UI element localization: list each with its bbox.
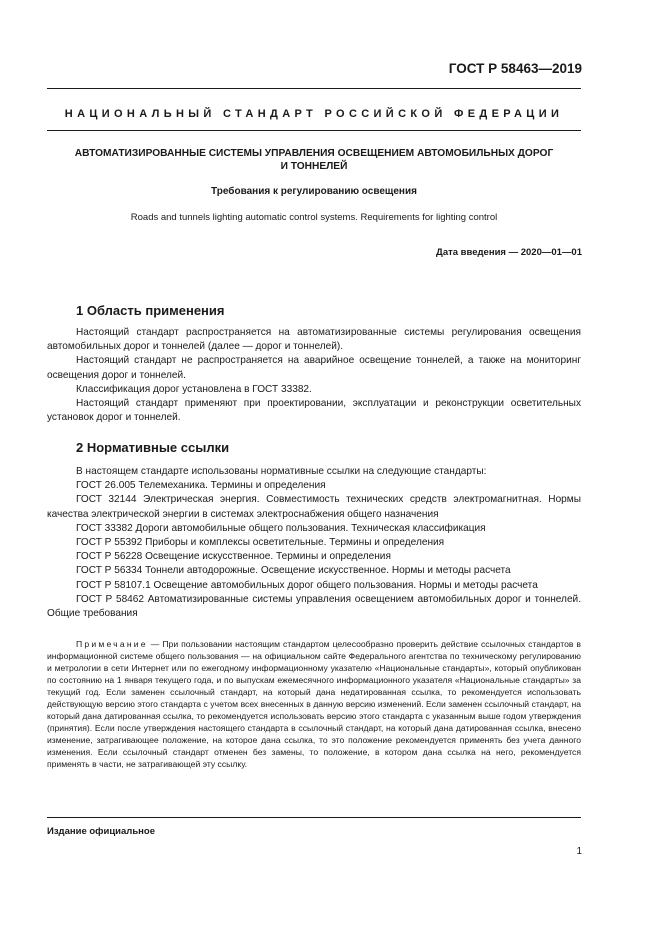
standard-name: НАЦИОНАЛЬНЫЙ СТАНДАРТ РОССИЙСКОЙ ФЕДЕРАЦИИ <box>64 108 564 120</box>
reference-item: ГОСТ Р 56334 Тоннели автодорожные. Освещение искусственное. Нормы и методы расчета <box>76 565 511 577</box>
english-title: Roads and tunnels lighting automatic control systems. Requirements for lighting control <box>130 212 498 223</box>
document-title-line-2: И ТОННЕЛЕЙ <box>280 161 348 172</box>
section-1-body <box>47 326 581 425</box>
paragraph: Настоящий стандарт применяют при проектировании, эксплуатации и реконструкции осветительных установок дорог и тоннелей. <box>47 398 581 424</box>
page-number: 1 <box>576 846 582 857</box>
document-title <box>47 147 581 173</box>
reference-item: ГОСТ Р 56228 Освещение искусственное. Термины и определения <box>76 551 391 563</box>
note-label: Примечание <box>76 639 148 649</box>
section-2-heading: 2 Нормативные ссылки <box>76 440 230 455</box>
paragraph: Настоящий стандарт не распространяется на аварийное освещение тоннелей, а также на мониторинг освещения дорог и тоннелей. <box>47 355 581 381</box>
note-text: — При пользовании настоящим стандартом целесообразно проверить действие ссылочных стандартов в информационной системе общего пользования — на официальном сайте Федерального агентства по техническому регулированию и метрологии в сети Интернет или по ежегодному информационному указателю «Национальные стандарты», который опубликован по состоянию на 1 января текущего года, и по выпускам ежемесячного информационного указателя «Национальные стандарты» за текущий год. Если заменен ссылочный стандарт, на который дана недатированная ссылка, то рекомендуется использовать действующую версию этого стандарта с учетом всех внесенных в данную версию изменений. Если заменен ссылочный стандарт, на который дана датированная ссылка, то рекомендуется использовать версию этого стандарта с указанным выше годом утверждения (принятия). Если после утверждения настоящего стандарта в ссылочный стандарт, на который дана датированная ссылка, внесено изменение, затрагивающее положение, на которое дана ссылка, то это положение рекомендуется применять без учета данного изменения. Если ссылочный стандарт отменен без замены, то положение, в котором дана ссылка на него, рекомендуется применять в части, не затрагивающей эту ссылку. <box>47 639 581 769</box>
standard-name-rule <box>47 130 581 131</box>
note-paragraph <box>47 638 581 770</box>
reference-note <box>47 638 581 770</box>
reference-item: ГОСТ Р 58462 Автоматизированные системы управления освещением автомобильных дорог и тоннелей. Общие требования <box>47 593 581 620</box>
reference-item: ГОСТ Р 55392 Приборы и комплексы осветительные. Термины и определения <box>76 537 445 549</box>
reference-item: ГОСТ Р 58107.1 Освещение автомобильных дорог общего пользования. Нормы и методы расчета <box>76 579 538 591</box>
paragraph: Классификация дорог установлена в ГОСТ 33382. <box>76 383 312 395</box>
document-subtitle: Требования к регулированию освещения <box>211 186 417 197</box>
header-rule <box>47 88 581 89</box>
section-2-body <box>47 465 581 621</box>
reference-item: ГОСТ 26.005 Телемеханика. Термины и определения <box>76 480 326 492</box>
document-number: ГОСТ Р 58463—2019 <box>448 61 582 76</box>
paragraph: Настоящий стандарт распространяется на автоматизированные системы регулирования освещения автомобильных дорог и тоннелей (далее — дорог и тоннелей). <box>47 327 581 353</box>
reference-item: ГОСТ 33382 Дороги автомобильные общего пользования. Техническая классификация <box>76 522 486 534</box>
section-1-heading: 1 Область применения <box>76 303 225 318</box>
footer-rule <box>47 817 581 818</box>
official-edition-label: Издание официальное <box>47 826 155 837</box>
document-title-line-1: АВТОМАТИЗИРОВАННЫЕ СИСТЕМЫ УПРАВЛЕНИЯ ОСВЕЩЕНИЕМ АВТОМОБИЛЬНЫХ ДОРОГ <box>74 148 554 159</box>
introduction-date: Дата введения — 2020—01—01 <box>436 247 582 258</box>
reference-item: ГОСТ 32144 Электрическая энергия. Совместимость технических средств электромагнитная. Нормы качества электрической энергии в системах электроснабжения общего назначения <box>47 494 581 520</box>
paragraph: В настоящем стандарте использованы нормативные ссылки на следующие стандарты: <box>76 466 487 477</box>
